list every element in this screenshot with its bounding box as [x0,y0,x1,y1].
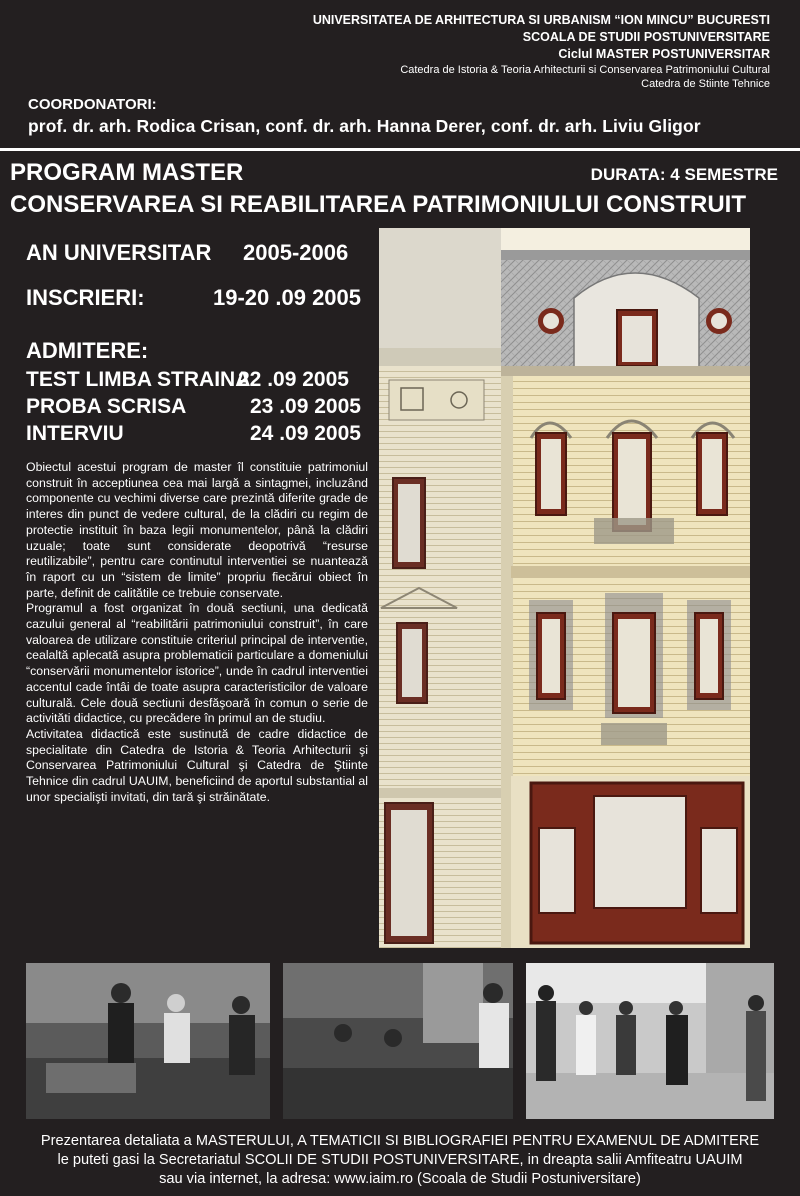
language-test-row [26,368,349,392]
footer-info [0,1132,800,1189]
footer-line-1: Prezentarea detaliata a MASTERULUI, A TEMATICII SI BIBLIOGRAFIEI PENTRU EXAMENUL DE ADMITERE [40,1133,760,1149]
description-paragraph-1: Obiectul acestui program de master îl constituie patrimoniul construit în acceptiunea cea mai largă a sintagmei, incluzând componente cu vechimi diverse care prezintă diferite grade de interes din punct de vedere cultural, de la clădiri cu regim de protectie instituit în baza legii monumentelor, până la clădiri uzuale; toate sunt considerate deopotrivă “resurse reutilizabile”, pentru care continutul interventiei se nuantează în raport cu un “sistem de limite” propriu fiecărui obiect în parte, definit de calitătile ce trebuie conservate. [26,460,368,600]
coordinators-names: prof. dr. arh. Rodica Crisan, conf. dr. arh. Hanna Derer, conf. dr. arh. Liviu Gligor [28,116,701,136]
description-paragraph-2: Programul a fost organizat în două sectiuni, una dedicată cazului general al “reabilitării patrimoniului construit”, în care valoarea de utilizare constituie criteriul principal de interventie, cealaltă aplecată asupra problematicii particulare a domeniului “conservării monumentelor istorice”, unde în cadrul interventiei accentul cade întâi de toate asupra caracteristicilor de valoare culturală. Cele două sectiuni desfăşoară în comun o serie de activităti didactice, cu precădere în primul an de studiu. [26,601,368,726]
enrollment-label: INSCRIERI: [26,285,145,310]
academic-year-row [26,240,349,266]
department-2: Catedra de Stiinte Tehnice [641,78,770,90]
program-description [26,460,368,805]
language-test-value: 22 .09 2005 [238,368,349,391]
written-exam-label: PROBA SCRISA [26,395,187,418]
written-exam-value: 23 .09 2005 [250,395,361,418]
cycle-name: Ciclul MASTER POSTUNIVERSITAR [558,47,770,61]
program-duration: DURATA: 4 SEMESTRE [590,165,778,184]
footer-line-2: le puteti gasi la Secretariatul SCOLII DE STUDII POSTUNIVERSITARE, in dreapta salii Amfiteatru UAUIM [57,1152,743,1168]
language-test-label: TEST LIMBA STRAINA [26,368,251,391]
academic-year-value: 2005-2006 [243,240,349,265]
program-name: CONSERVAREA SI REABILITAREA PATRIMONIULUI CONSTRUIT [10,191,747,218]
classroom-photo-2 [283,963,513,1119]
written-exam-row [26,395,361,419]
description-paragraph-3: Activitatea didactică este sustinută de cadre didactice de specialitate din Catedra de Istoria & Teoria Arhitecturii şi Conservarea Patrimoniului Cultural şi Catedra de Ştiinte Tehnice din cadrul UAUIM, beneficiind de aportul substantial al unor specialişti invitati, din tară şi străinătate. [26,726,368,804]
academic-year-label: AN UNIVERSITAR [26,240,212,265]
admission-heading: ADMITERE: [26,338,149,363]
enrollment-row [26,285,362,311]
enrollment-value: 19-20 .09 2005 [213,285,362,310]
interview-value: 24 .09 2005 [250,422,361,445]
classroom-photo-1 [26,963,270,1119]
footer-line-3: sau via internet, la adresa: www.iaim.ro (Scoala de Studii Postuniversitare) [159,1171,641,1187]
interview-row [26,422,361,446]
interview-label: INTERVIU [26,422,124,445]
department-1: Catedra de Istoria & Teoria Arhitecturii si Conservarea Patrimoniului Cultural [400,64,770,76]
coordinators-heading: COORDONATORI: [28,96,157,113]
program-title: PROGRAM MASTER [10,159,244,186]
field-trip-photo [526,963,774,1119]
institution-header [313,12,770,91]
facade-drawing [379,228,750,948]
school-name: SCOALA DE STUDII POSTUNIVERSITARE [522,30,770,44]
header-divider [0,148,800,151]
university-name: UNIVERSITATEA DE ARHITECTURA SI URBANISM “ION MINCU” BUCURESTI [312,13,770,27]
